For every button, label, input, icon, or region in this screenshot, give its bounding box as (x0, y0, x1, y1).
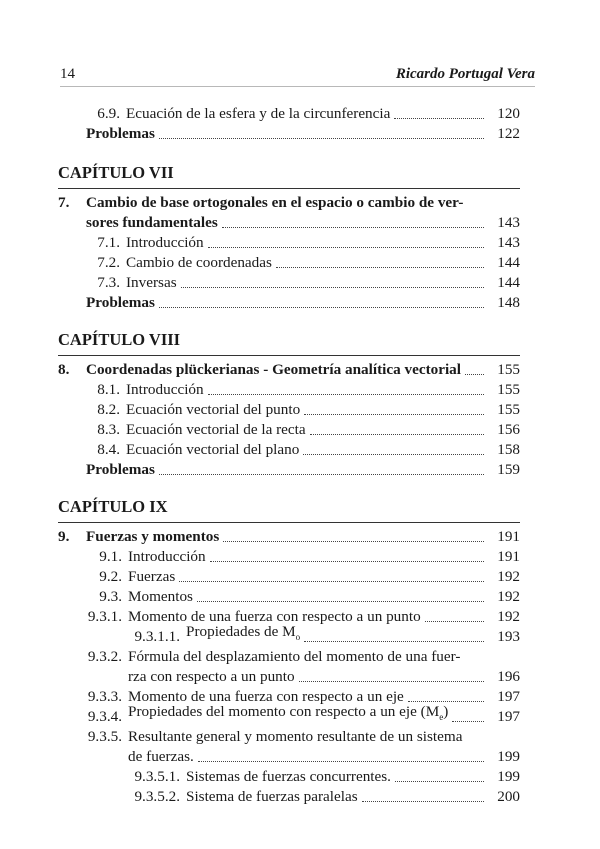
toc-entry-page: 193 (497, 628, 520, 645)
toc-entry-title: Fuerzas y momentos (86, 528, 220, 545)
toc-entry-title: Momento de una fuerza con respecto a un eje (128, 688, 404, 705)
dot-leader (208, 393, 484, 395)
toc-entry-title (128, 702, 448, 727)
toc-entry-number: 7.1. (97, 234, 120, 251)
toc-entry-page: 199 (497, 768, 520, 785)
dot-leader (395, 780, 484, 782)
toc-entry-page: 191 (497, 548, 520, 565)
subscript: e (439, 712, 444, 722)
toc-chapter-main (58, 527, 520, 547)
dot-leader (303, 453, 484, 455)
toc-entry (58, 440, 520, 460)
toc-entry-number: 8.2. (97, 401, 120, 418)
toc-entry-title: Introducción (128, 548, 206, 565)
dot-leader (394, 117, 484, 119)
toc-entry-title-cont: de fuerzas. (128, 748, 194, 765)
toc-entry (58, 647, 520, 667)
toc-entry-number: 7.3. (97, 274, 120, 291)
toc-entry-page: 156 (497, 421, 520, 438)
dot-leader (425, 620, 484, 622)
dot-leader (210, 560, 484, 562)
toc-problems-label: Problemas (86, 125, 155, 142)
toc-entry-cont (58, 667, 520, 687)
toc-entry-title: Introducción (126, 234, 204, 251)
chapter-heading: CAPÍTULO VIII (58, 329, 520, 356)
toc-problems-label: Problemas (86, 461, 155, 478)
dot-leader (304, 640, 484, 642)
toc-entry-number: 9.2. (99, 568, 122, 585)
toc-entry (58, 567, 520, 587)
toc-entry-title: Fórmula del desplazamiento del momento de una fuer- (128, 648, 461, 665)
toc-entry-number: 9.3.3. (87, 688, 122, 705)
toc-entry (58, 273, 520, 293)
dot-leader (304, 413, 484, 415)
toc-entry-title: Coordenadas plückerianas - Geometría analítica vectorial (86, 361, 462, 378)
page-number: 14 (60, 66, 75, 82)
toc-entry-title: Fuerzas (128, 568, 176, 585)
toc-entry-page: 192 (497, 608, 520, 625)
toc-entry-number: 9.3.5.2. (134, 788, 180, 805)
toc-entry-page: 120 (497, 105, 520, 122)
toc-entry-title: Momento de una fuerza con respecto a un punto (128, 608, 421, 625)
toc-entry-number: 9.1. (99, 548, 122, 565)
toc-entry (58, 547, 520, 567)
toc-entry (58, 253, 520, 273)
dot-leader (159, 306, 484, 308)
toc-entry-title: Momentos (128, 588, 193, 605)
toc-entry-number: 9. (58, 528, 70, 545)
toc-entry-page: 192 (497, 568, 520, 585)
running-author: Ricardo Portugal Vera (395, 66, 535, 82)
toc-entry (58, 727, 520, 747)
toc-entry-page: 155 (497, 381, 520, 398)
toc-entry-title: Cambio de base ortogonales en el espacio o cambio de ver- (86, 194, 464, 211)
toc-entry-title (186, 622, 300, 647)
toc-entry-title: Sistemas de fuerzas concurrentes. (186, 768, 391, 785)
toc-problems (58, 124, 520, 144)
toc-entry-page: 197 (497, 688, 520, 705)
toc-entry-number: 9.3.5. (87, 728, 122, 745)
toc-entry-cont (58, 747, 520, 767)
toc-entry-title: Inversas (126, 274, 177, 291)
toc-entry-number: 7.2. (97, 254, 120, 271)
toc-entry-title: Ecuación de la esfera y de la circunferencia (126, 105, 391, 122)
toc-entry-page: 192 (497, 588, 520, 605)
closing-paren: ) (443, 702, 449, 720)
dot-leader (159, 473, 484, 475)
table-of-contents (58, 104, 520, 807)
toc-entry-page: 159 (497, 461, 520, 478)
dot-leader (362, 800, 484, 802)
toc-entry-page: 199 (497, 748, 520, 765)
toc-entry-number: 9.3. (99, 588, 122, 605)
toc-entry (58, 587, 520, 607)
dot-leader (181, 286, 484, 288)
toc-entry-page: 197 (497, 708, 520, 725)
toc-entry-page: 155 (497, 361, 520, 378)
toc-chapter-main (58, 193, 520, 213)
toc-entry-page: 196 (497, 668, 520, 685)
chapter-heading: CAPÍTULO IX (58, 496, 520, 523)
toc-entry-page: 122 (497, 125, 520, 142)
chapter-heading: CAPÍTULO VII (58, 162, 520, 189)
toc-entry-page: 144 (497, 254, 520, 271)
toc-problems (58, 460, 520, 480)
toc-entry-title: Introducción (126, 381, 204, 398)
toc-entry (58, 420, 520, 440)
toc-chapter-main-cont (58, 213, 520, 233)
toc-entry-page: 200 (497, 788, 520, 805)
toc-entry-title-text: Propiedades de M (186, 622, 296, 640)
dot-leader (310, 433, 484, 435)
toc-entry (58, 400, 520, 420)
toc-entry (58, 702, 520, 727)
toc-entry-title-text: Propiedades del momento con respecto a un eje (M (128, 702, 440, 720)
toc-entry-number: 8.1. (97, 381, 120, 398)
dot-leader (197, 600, 484, 602)
toc-entry-title-cont: sores fundamentales (86, 214, 218, 231)
toc-entry-number: 6.9. (97, 105, 120, 122)
toc-entry-number: 8.3. (97, 421, 120, 438)
page-header (60, 66, 535, 87)
toc-entry (58, 104, 520, 124)
toc-entry-title: Ecuación vectorial del plano (126, 441, 300, 458)
toc-entry-page: 158 (497, 441, 520, 458)
toc-entry-page: 143 (497, 214, 520, 231)
toc-entry-page: 143 (497, 234, 520, 251)
dot-leader (299, 680, 484, 682)
toc-entry (58, 380, 520, 400)
toc-entry (58, 233, 520, 253)
toc-entry-title-cont: rza con respecto a un punto (128, 668, 295, 685)
toc-entry-number: 7. (58, 194, 70, 211)
toc-entry-title: Ecuación vectorial del punto (126, 401, 301, 418)
dot-leader (208, 246, 484, 248)
dot-leader (198, 760, 484, 762)
toc-entry-title: Resultante general y momento resultante de un sistema (128, 728, 463, 745)
dot-leader (179, 580, 484, 582)
dot-leader (452, 720, 484, 722)
subscript: o (295, 632, 301, 642)
toc-entry (58, 767, 520, 787)
toc-entry-number: 9.3.1.1. (134, 628, 180, 645)
toc-entry-title: Ecuación vectorial de la recta (126, 421, 306, 438)
toc-entry-title: Sistema de fuerzas paralelas (186, 788, 358, 805)
dot-leader (159, 137, 484, 139)
toc-entry-number: 8. (58, 361, 70, 378)
dot-leader (276, 266, 484, 268)
toc-entry (58, 622, 520, 647)
toc-entry-page: 148 (497, 294, 520, 311)
toc-entry (58, 787, 520, 807)
toc-entry-number: 8.4. (97, 441, 120, 458)
toc-problems (58, 293, 520, 313)
toc-entry-number: 9.3.2. (87, 648, 122, 665)
toc-problems-label: Problemas (86, 294, 155, 311)
dot-leader (222, 226, 484, 228)
toc-entry-page: 155 (497, 401, 520, 418)
toc-entry-title: Cambio de coordenadas (126, 254, 272, 271)
dot-leader (223, 540, 484, 542)
toc-entry-page: 191 (497, 528, 520, 545)
toc-entry-number: 9.3.4. (87, 708, 122, 725)
toc-entry-page: 144 (497, 274, 520, 291)
toc-entry-number: 9.3.1. (87, 608, 122, 625)
toc-entry-number: 9.3.5.1. (134, 768, 180, 785)
toc-chapter-main (58, 360, 520, 380)
dot-leader (465, 373, 484, 375)
